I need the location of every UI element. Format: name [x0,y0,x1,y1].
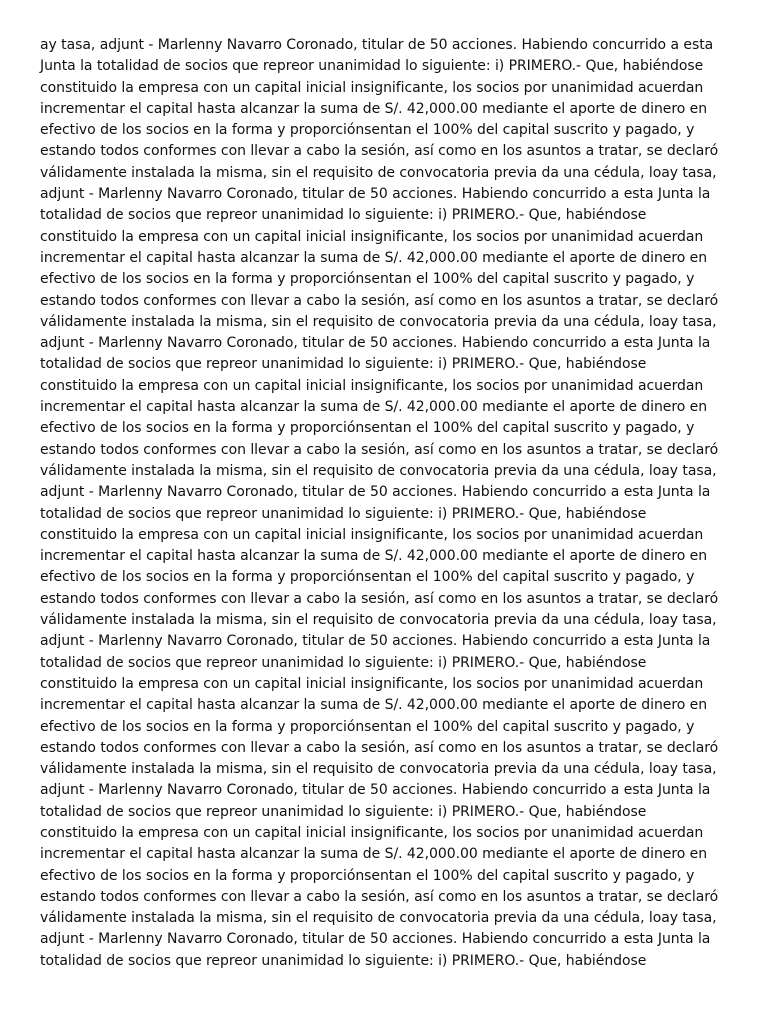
document-text-line: ay tasa, adjunt - Marlenny Navarro Coronado, titular de 50 acciones. Habiendo concurrido a esta [40,37,714,53]
document-text-line: constituido la empresa con un capital inicial insignificante, los socios por unanimidad acuerdan [40,228,704,245]
document-text-line: efectivo de los socios en la forma y proporciónsentan el 100% del capital suscrito y pagado, y [40,569,695,586]
document-text-line: efectivo de los socios en la forma y proporciónsentan el 100% del capital suscrito y pagado, y [40,122,695,139]
document-text-line: válidamente instalada la misma, sin el requisito de convocatoria previa da una cédula, loay tasa, [40,462,717,479]
document-text-line: totalidad de socios que repreor unanimidad lo siguiente: i) PRIMERO.- Que, habiéndose [40,207,647,224]
document-text-line: incrementar el capital hasta alcanzar la suma de S/. 42,000.00 mediante el aporte de dinero en [40,100,708,117]
document-text-line: válidamente instalada la misma, sin el requisito de convocatoria previa da una cédula, loay tasa, [40,612,717,629]
document-text-line: totalidad de socios que repreor unanimidad lo siguiente: i) PRIMERO.- Que, habiéndose [40,356,647,373]
document-text-line: constituido la empresa con un capital inicial insignificante, los socios por unanimidad acuerdan [40,79,704,96]
document-text-line: estando todos conformes con llevar a cabo la sesión, así como en los asuntos a tratar, se declaró [40,590,719,607]
document-text-line: Junta la totalidad de socios que repreor unanimidad lo siguiente: i) PRIMERO.- Que, habiéndose [40,58,704,75]
document-text-line: adjunt - Marlenny Navarro Coronado, titular de 50 acciones. Habiendo concurrido a esta Junta la [40,186,711,203]
document-text-line: incrementar el capital hasta alcanzar la suma de S/. 42,000.00 mediante el aporte de dinero en [40,548,708,565]
document-text-line: válidamente instalada la misma, sin el requisito de convocatoria previa da una cédula, loay tasa, [40,164,717,181]
document-text-line: adjunt - Marlenny Navarro Coronado, titular de 50 acciones. Habiendo concurrido a esta Junta la [40,782,711,799]
document-text-line: constituido la empresa con un capital inicial insignificante, los socios por unanimidad acuerdan [40,675,704,692]
document-text-line: estando todos conformes con llevar a cabo la sesión, así como en los asuntos a tratar, se declaró [40,441,719,458]
document-text-line: válidamente instalada la misma, sin el requisito de convocatoria previa da una cédula, loay tasa, [40,761,717,778]
document-text-line: estando todos conformes con llevar a cabo la sesión, así como en los asuntos a tratar, se declaró [40,143,719,160]
document-text-line: incrementar el capital hasta alcanzar la suma de S/. 42,000.00 mediante el aporte de dinero en [40,697,708,714]
document-text-line: estando todos conformes con llevar a cabo la sesión, así como en los asuntos a tratar, se declaró [40,888,719,905]
document-text-line: totalidad de socios que repreor unanimidad lo siguiente: i) PRIMERO.- Que, habiéndose [40,803,647,820]
document-text-line: efectivo de los socios en la forma y proporciónsentan el 100% del capital suscrito y pagado, y [40,867,695,884]
document-text-line: efectivo de los socios en la forma y proporciónsentan el 100% del capital suscrito y pagado, y [40,718,695,735]
document-text-line: válidamente instalada la misma, sin el requisito de convocatoria previa da una cédula, loay tasa, [40,313,717,330]
document-text-line: efectivo de los socios en la forma y proporciónsentan el 100% del capital suscrito y pagado, y [40,420,695,437]
document-text-line: totalidad de socios que repreor unanimidad lo siguiente: i) PRIMERO.- Que, habiéndose [40,654,647,671]
document-text-line: estando todos conformes con llevar a cabo la sesión, así como en los asuntos a tratar, se declaró [40,739,719,756]
document-text-line: válidamente instalada la misma, sin el requisito de convocatoria previa da una cédula, loay tasa, [40,910,717,927]
document-text-line: constituido la empresa con un capital inicial insignificante, los socios por unanimidad acuerdan [40,377,704,394]
document-text-line: adjunt - Marlenny Navarro Coronado, titular de 50 acciones. Habiendo concurrido a esta Junta la [40,633,711,650]
document-text-line: constituido la empresa con un capital inicial insignificante, los socios por unanimidad acuerdan [40,526,704,543]
document-text-line: adjunt - Marlenny Navarro Coronado, titular de 50 acciones. Habiendo concurrido a esta Junta la [40,335,711,352]
document-text-line: adjunt - Marlenny Navarro Coronado, titular de 50 acciones. Habiendo concurrido a esta Junta la [40,484,711,501]
document-text-line: adjunt - Marlenny Navarro Coronado, titular de 50 acciones. Habiendo concurrido a esta Junta la [40,931,711,948]
document-text-line: incrementar el capital hasta alcanzar la suma de S/. 42,000.00 mediante el aporte de dinero en [40,249,708,266]
document-text-line: totalidad de socios que repreor unanimidad lo siguiente: i) PRIMERO.- Que, habiéndose [40,952,647,969]
document-text-line: estando todos conformes con llevar a cabo la sesión, así como en los asuntos a tratar, se declaró [40,292,719,309]
document-text-line: totalidad de socios que repreor unanimidad lo siguiente: i) PRIMERO.- Que, habiéndose [40,505,647,522]
document-text-line: incrementar el capital hasta alcanzar la suma de S/. 42,000.00 mediante el aporte de dinero en [40,846,708,863]
document-text-line: constituido la empresa con un capital inicial insignificante, los socios por unanimidad acuerdan [40,824,704,841]
document-text-line: incrementar el capital hasta alcanzar la suma de S/. 42,000.00 mediante el aporte de dinero en [40,399,708,416]
document-text-line: efectivo de los socios en la forma y proporciónsentan el 100% del capital suscrito y pagado, y [40,271,695,288]
document-body-text [40,35,740,972]
